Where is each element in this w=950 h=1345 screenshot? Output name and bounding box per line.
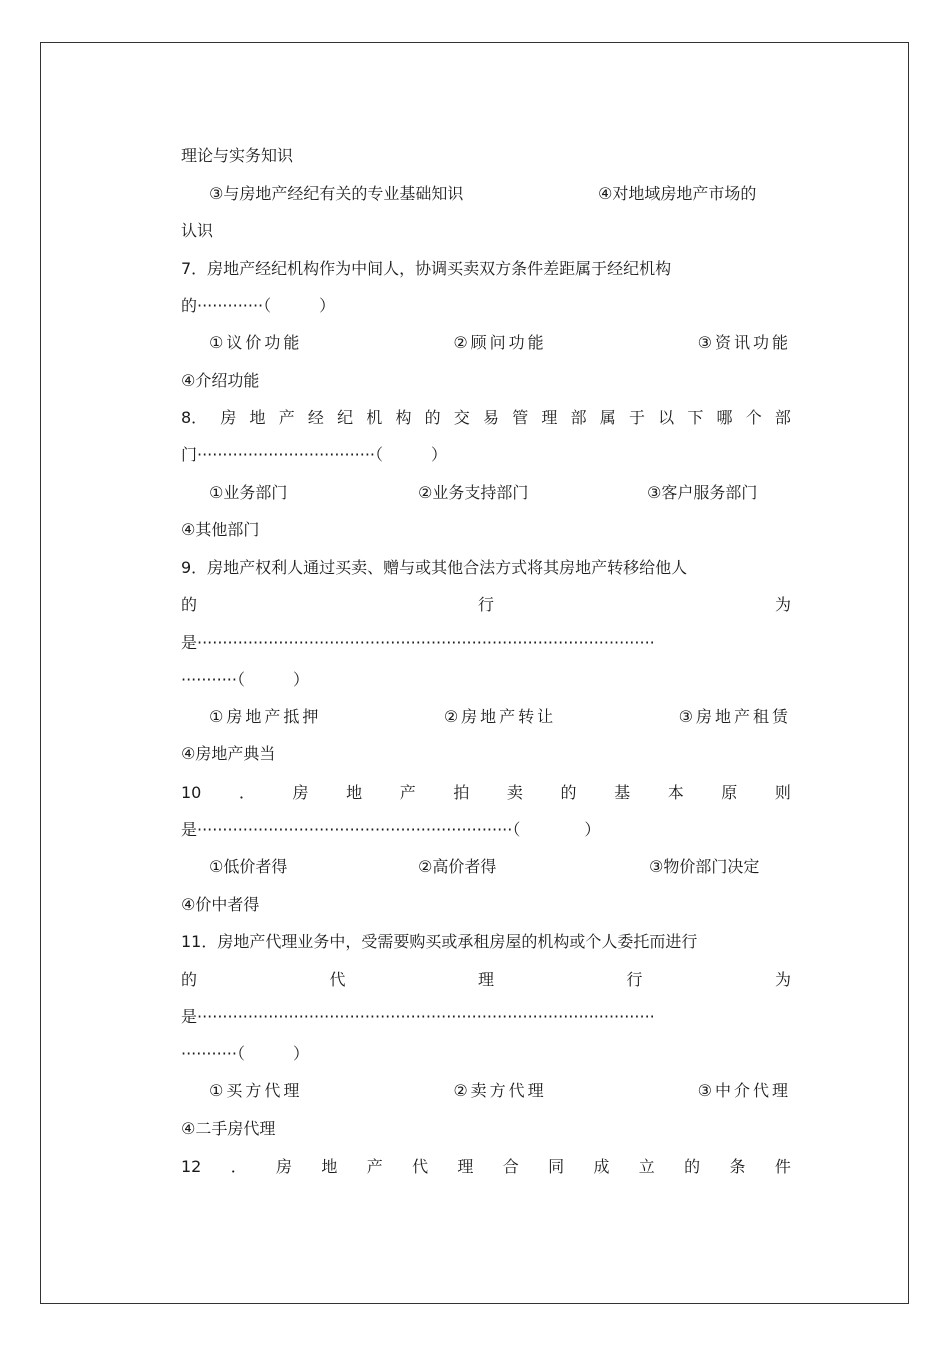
q12-word: 件 — [774, 1157, 791, 1176]
q11-word: 代 — [329, 970, 346, 989]
q10-stem — [181, 781, 791, 805]
q8-word: 于 — [628, 408, 645, 427]
q8-word: 部 — [774, 408, 791, 427]
q7-option-4: ④介绍功能 — [181, 371, 260, 390]
q8-word: 纪 — [337, 408, 354, 427]
q12-word: 代 — [412, 1157, 429, 1176]
q9-option-2: ②房地产转让 — [443, 707, 557, 726]
q8-word: 8． — [181, 408, 208, 427]
q12-word: 的 — [684, 1157, 701, 1176]
q7-options — [209, 331, 791, 355]
q8-word: 理 — [541, 408, 558, 427]
q8-word: 个 — [745, 408, 762, 427]
q9-word: 的 — [181, 595, 198, 614]
q10-option-3: ③物价部门决定 — [649, 857, 760, 876]
q8-options — [209, 481, 791, 505]
q8-word: 部 — [570, 408, 587, 427]
q11-word: 为 — [774, 970, 791, 989]
q12-word: 条 — [729, 1157, 746, 1176]
q7-option-3: ③资讯功能 — [697, 333, 791, 352]
q11-word: 行 — [626, 970, 643, 989]
q8-word: 机 — [366, 408, 383, 427]
q11-word: 理 — [477, 970, 494, 989]
q6-option-4-cont: 认识 — [181, 221, 214, 240]
q8-option-2: ②业务支持部门 — [418, 483, 529, 502]
q10-word: 拍 — [453, 783, 470, 802]
q10-word: 卖 — [506, 783, 523, 802]
q12-word: 立 — [638, 1157, 655, 1176]
q9-word: 行 — [477, 595, 494, 614]
q11-option-1: ①买方代理 — [209, 1081, 303, 1100]
q10-option-4: ④价中者得 — [181, 895, 260, 914]
q8-word: 经 — [307, 408, 324, 427]
q10-word: 的 — [560, 783, 577, 802]
q11-option-2: ②卖方代理 — [453, 1081, 547, 1100]
q9-options — [209, 705, 791, 729]
q11-stem: 11．房地产代理业务中，受需要购买或承租房屋的机构或个人委托而进行 — [181, 932, 698, 951]
q8-stem — [181, 406, 791, 430]
q8-word: 交 — [453, 408, 470, 427]
q9-stem: 9．房地产权利人通过买卖、赠与或其他合法方式将其房地产转移给他人 — [181, 558, 688, 577]
q12-word: 成 — [593, 1157, 610, 1176]
q10-option-2: ②高价者得 — [418, 857, 497, 876]
q12-word: 12 — [181, 1157, 202, 1176]
q8-word: 产 — [278, 408, 295, 427]
q7-option-2: ②顾问功能 — [453, 333, 547, 352]
q10-word: 基 — [614, 783, 631, 802]
q12-word: 产 — [366, 1157, 383, 1176]
q7-stem: 7．房地产经纪机构作为中间人，协调买卖双方条件差距属于经纪机构 — [181, 259, 672, 278]
q12-word: 地 — [321, 1157, 338, 1176]
q11-answer-blank: ···········（ ） — [181, 1044, 309, 1063]
q8-stem-cont: 门···································（ ） — [181, 445, 448, 464]
q10-word: 原 — [721, 783, 738, 802]
q6-option-4: ④对地域房地产市场的 — [598, 184, 757, 203]
q9-option-1: ①房地产抵押 — [209, 707, 322, 726]
q9-leader: 是·························································································· — [181, 633, 655, 652]
q8-word: 以 — [658, 408, 675, 427]
q10-option-1: ①低价者得 — [209, 857, 288, 876]
q6-options-row — [209, 182, 791, 206]
q10-stem-cont: 是······························································（ ） — [181, 820, 601, 839]
q8-option-1: ①业务部门 — [209, 483, 288, 502]
q12-word: 理 — [457, 1157, 474, 1176]
q12-word: 合 — [502, 1157, 519, 1176]
q10-word: 则 — [774, 783, 791, 802]
q11-option-4: ④二手房代理 — [181, 1119, 276, 1138]
q8-word: 易 — [483, 408, 500, 427]
q10-word: 产 — [399, 783, 416, 802]
q11-option-3: ③中介代理 — [697, 1081, 791, 1100]
q12-stem — [181, 1155, 791, 1179]
q8-word: 管 — [512, 408, 529, 427]
q8-word: 房 — [220, 408, 237, 427]
q8-word: 地 — [249, 408, 266, 427]
q10-options — [209, 855, 791, 879]
q9-stem-cont — [181, 593, 791, 617]
q10-word: 地 — [346, 783, 363, 802]
q10-word: 本 — [667, 783, 684, 802]
q11-leader: 是·························································································· — [181, 1007, 655, 1026]
q8-word: 下 — [687, 408, 704, 427]
q8-word: 的 — [424, 408, 441, 427]
q12-word: 同 — [548, 1157, 565, 1176]
q8-word: 构 — [395, 408, 412, 427]
q12-word: 房 — [276, 1157, 293, 1176]
q8-word: 属 — [599, 408, 616, 427]
q11-stem-cont — [181, 968, 791, 992]
q9-option-4: ④房地产典当 — [181, 744, 276, 763]
q12-word: ． — [230, 1157, 247, 1176]
q8-word: 哪 — [716, 408, 733, 427]
q11-word: 的 — [181, 970, 198, 989]
q10-word: 10 — [181, 783, 202, 802]
q10-word: 房 — [292, 783, 309, 802]
q9-option-3: ③房地产租赁 — [678, 707, 791, 726]
q9-answer-blank: ···········（ ） — [181, 670, 309, 689]
q6-option-3: ③与房地产经纪有关的专业基础知识 — [209, 184, 464, 203]
q9-word: 为 — [774, 595, 791, 614]
q7-option-1: ①议价功能 — [209, 333, 303, 352]
continued-text: 理论与实务知识 — [181, 146, 294, 165]
q11-options — [209, 1079, 791, 1103]
q8-option-4: ④其他部门 — [181, 520, 260, 539]
q7-stem-cont: 的·············（ ） — [181, 296, 336, 315]
q10-word: ． — [238, 783, 255, 802]
q8-option-3: ③客户服务部门 — [647, 483, 758, 502]
